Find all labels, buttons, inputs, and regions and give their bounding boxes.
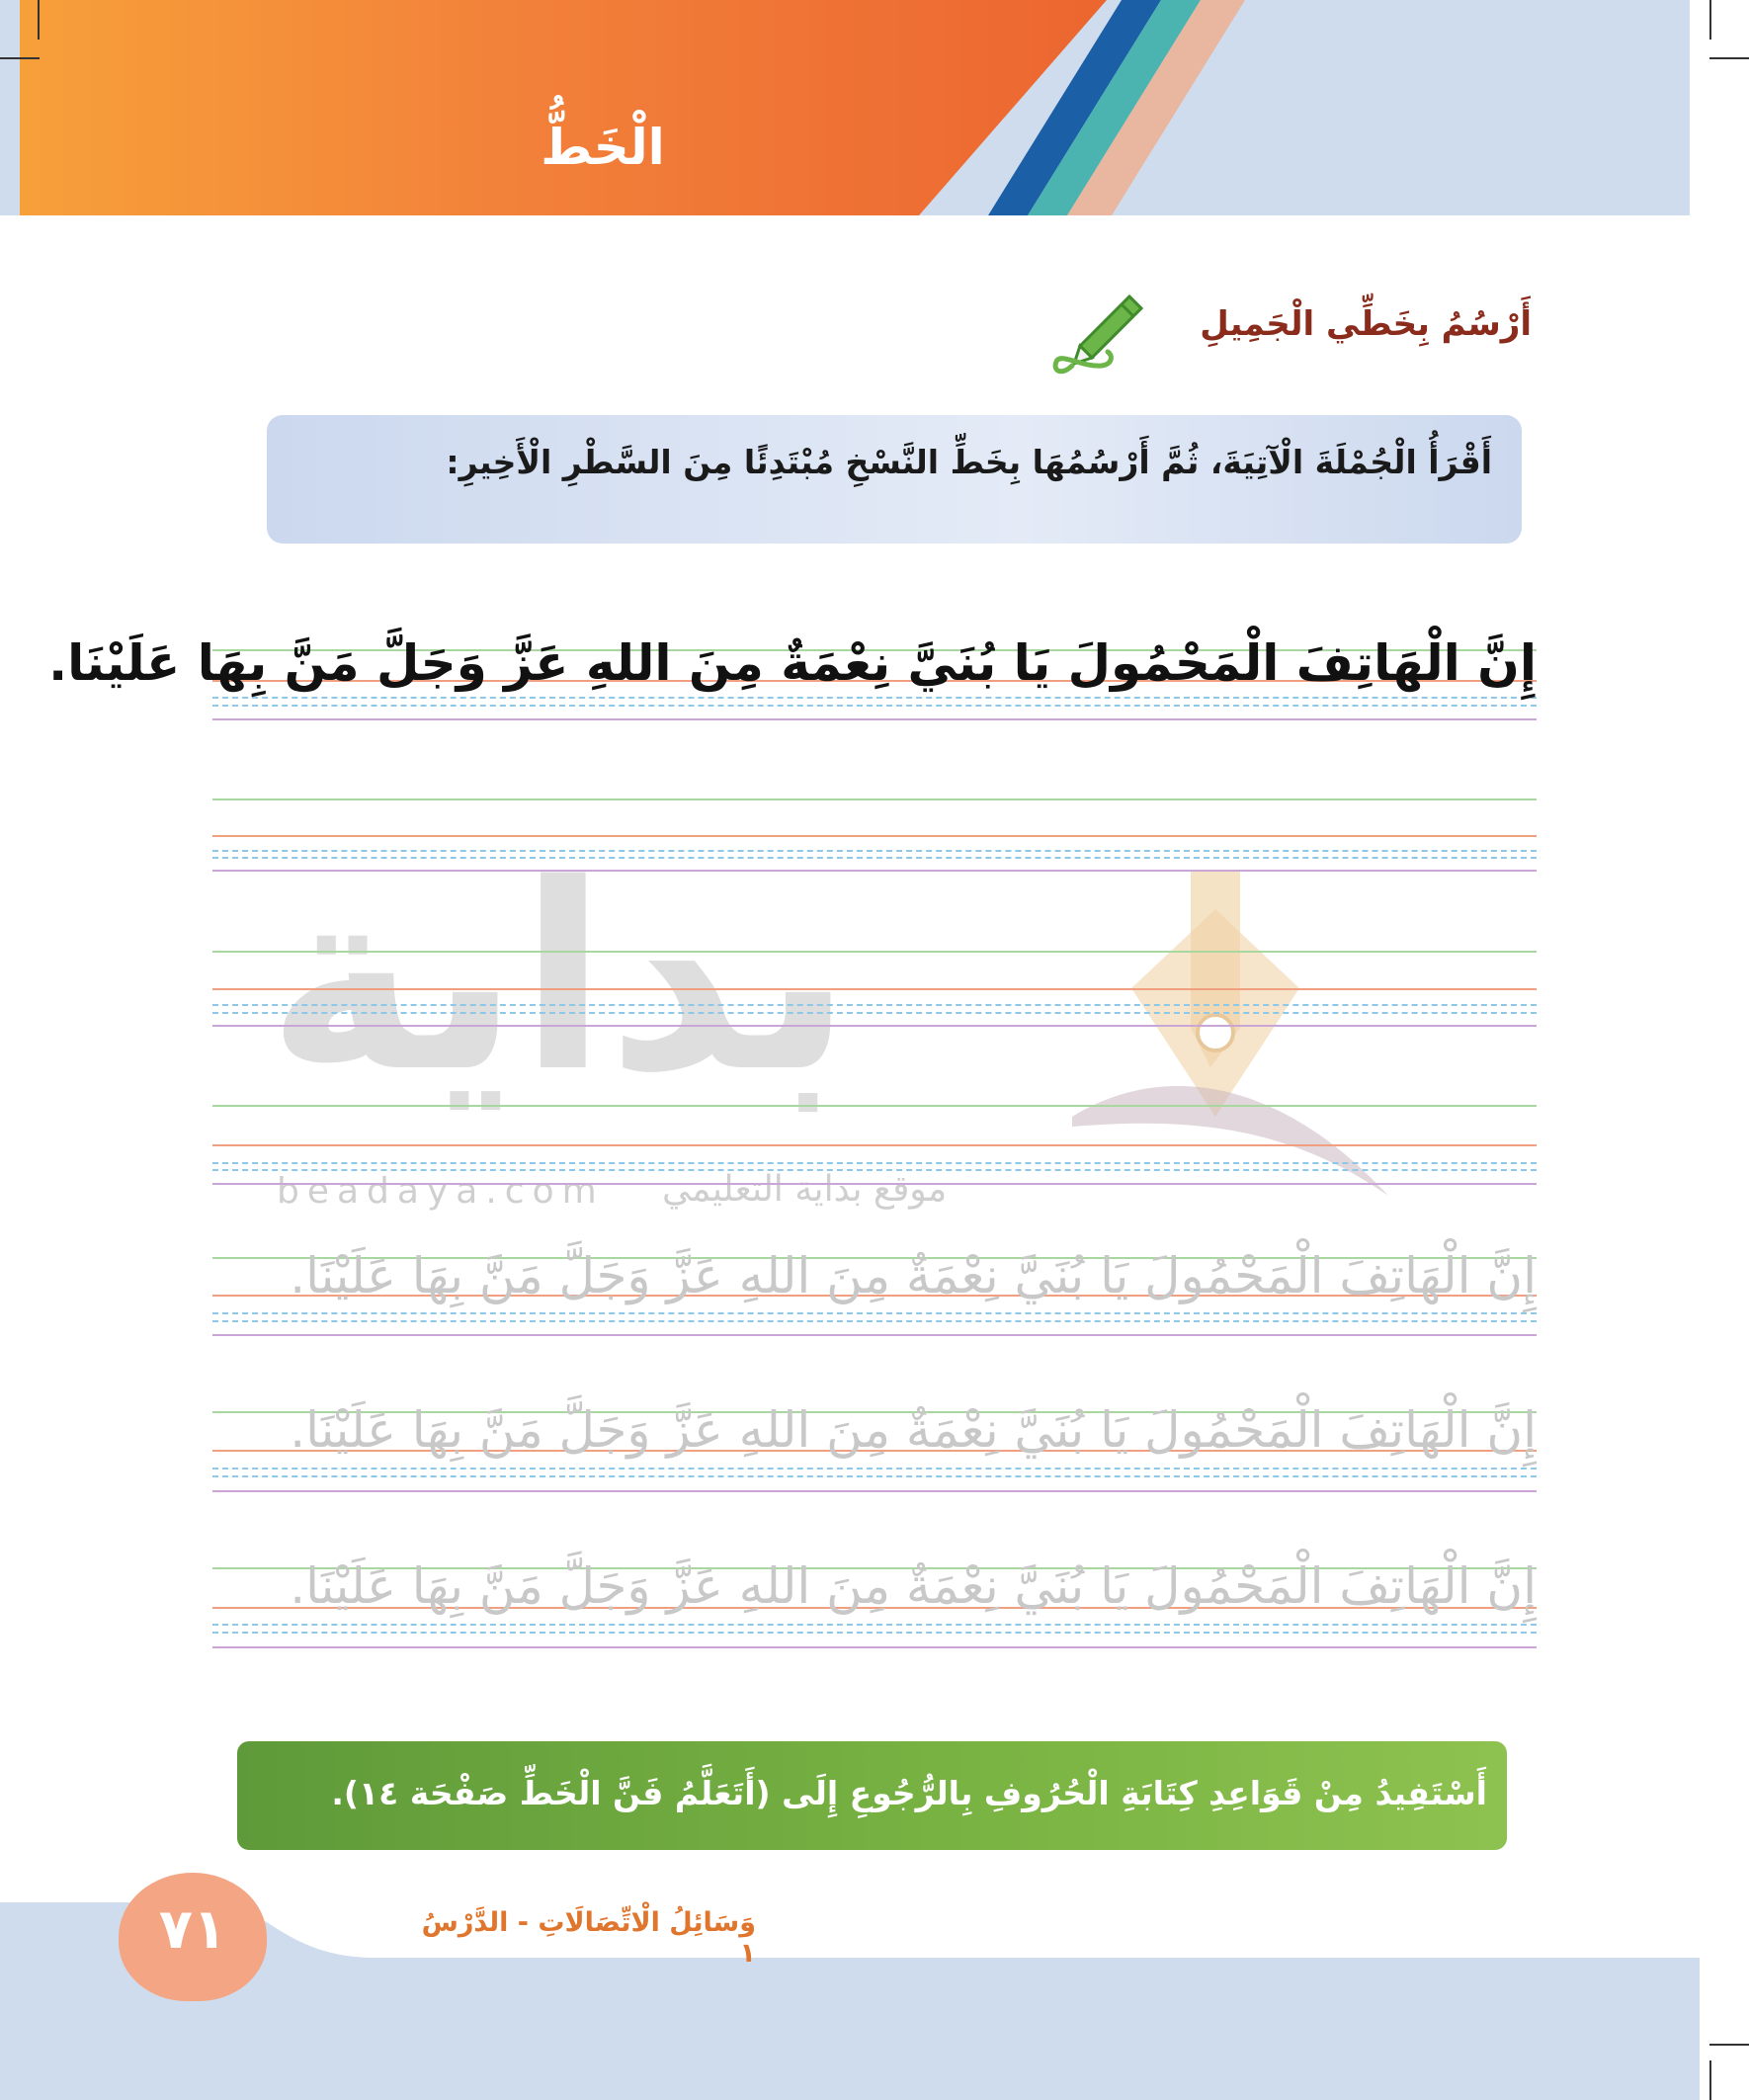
crop-mark bbox=[1709, 0, 1711, 40]
guide-line bbox=[212, 1025, 1537, 1027]
guide-line bbox=[212, 951, 1537, 953]
guide-line bbox=[212, 1646, 1537, 1648]
guide-line bbox=[212, 1468, 1537, 1470]
page-number: ٧١ bbox=[158, 1897, 227, 1962]
guide-line bbox=[212, 870, 1537, 872]
header-orange-band bbox=[20, 0, 1107, 215]
guide-line bbox=[212, 850, 1537, 852]
guide-line bbox=[212, 1105, 1537, 1107]
guide-line bbox=[212, 1169, 1537, 1171]
crop-mark bbox=[1709, 2044, 1749, 2046]
guide-line bbox=[212, 697, 1537, 699]
practice-sentence: إِنَّ الْهَاتِفَ الْمَحْمُولَ يَا بُنَيَّ نِعْمَةٌ مِنَ اللهِ عَزَّ وَجَلَّ مَنَّ بِهَا عَلَيْنَا. bbox=[290, 1401, 1537, 1459]
guide-line bbox=[212, 1004, 1537, 1006]
pen-nib-watermark-icon bbox=[1072, 870, 1388, 1206]
guide-line bbox=[212, 1490, 1537, 1492]
guide-line bbox=[212, 1312, 1537, 1314]
guide-line bbox=[212, 1162, 1537, 1164]
guide-line bbox=[212, 857, 1537, 859]
page-title: الْخَطُّ bbox=[541, 119, 665, 176]
crop-mark bbox=[0, 57, 40, 59]
practice-sentence: إِنَّ الْهَاتِفَ الْمَحْمُولَ يَا بُنَيَّ نِعْمَةٌ مِنَ اللهِ عَزَّ وَجَلَّ مَنَّ بِهَا عَلَيْنَا. bbox=[290, 1247, 1537, 1304]
pencil-icon bbox=[1042, 277, 1151, 385]
guide-line bbox=[212, 1475, 1537, 1477]
crop-mark bbox=[38, 0, 40, 40]
guide-line bbox=[212, 1012, 1537, 1014]
watermark-logo-text: بداية bbox=[267, 830, 853, 1129]
guide-line bbox=[212, 835, 1537, 837]
practice-sentence: إِنَّ الْهَاتِفَ الْمَحْمُولَ يَا بُنَيَّ نِعْمَةٌ مِنَ اللهِ عَزَّ وَجَلَّ مَنَّ بِهَا عَلَيْنَا. bbox=[290, 1557, 1537, 1615]
model-sentence: إِنَّ الْهَاتِفَ الْمَحْمُولَ يَا بُنَيَّ نِعْمَةٌ مِنَ اللهِ عَزَّ وَجَلَّ مَنَّ بِهَا عَلَيْنَا. bbox=[48, 634, 1537, 692]
guide-line bbox=[212, 988, 1537, 990]
guide-line bbox=[212, 718, 1537, 720]
guide-line bbox=[212, 1320, 1537, 1322]
guide-line bbox=[212, 1144, 1537, 1146]
crop-mark bbox=[1709, 2060, 1711, 2100]
guide-line bbox=[212, 705, 1537, 707]
crop-mark bbox=[1709, 57, 1749, 59]
tip-text: أَسْتَفِيدُ مِنْ قَوَاعِدِ كِتَابَةِ الْحُرُوفِ بِالرُّجُوعِ إِلَى (أَتَعَلَّمُ فَنَّ الْخَطِّ صَفْحَة ١٤). bbox=[331, 1774, 1487, 1812]
guide-line bbox=[212, 1183, 1537, 1185]
instruction-text: أَقْرَأُ الْجُمْلَةَ الْآتِيَةَ، ثُمَّ أَرْسُمُهَا بِخَطِّ النَّسْخِ مُبْتَدِئًا مِنَ السَّطْرِ الْأَخِيرِ: bbox=[446, 443, 1492, 481]
guide-line bbox=[212, 1624, 1537, 1626]
lesson-label: وَسَائِلُ الْاتِّصَالَاتِ - الدَّرْسُ ١ bbox=[421, 1907, 756, 1969]
guide-line bbox=[212, 1334, 1537, 1336]
section-title: أَرْسُمُ بِخَطِّي الْجَمِيلِ bbox=[1200, 304, 1532, 344]
guide-line bbox=[212, 1632, 1537, 1634]
guide-line bbox=[212, 798, 1537, 800]
watermark-subtitle: موقع بداية التعليمي bbox=[662, 1169, 948, 1210]
watermark-url: beadaya.com bbox=[277, 1171, 605, 1212]
